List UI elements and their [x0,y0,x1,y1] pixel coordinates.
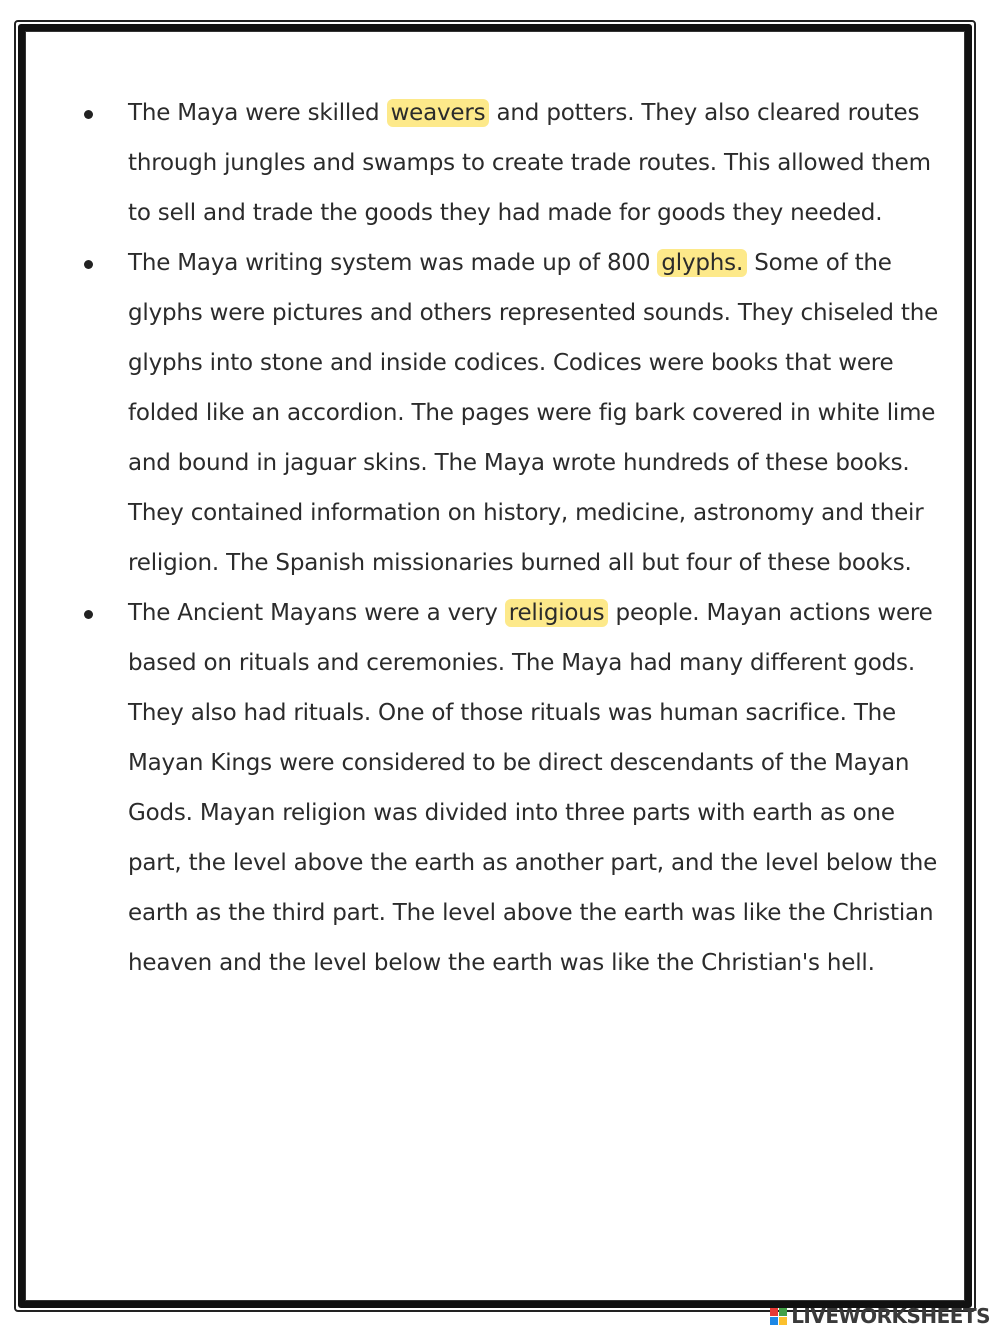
bullet-icon [84,110,93,119]
bullet-icon [84,260,93,269]
highlighted-word-religious: religious [505,599,609,627]
watermark-text: LIVEWORKSHEETS [791,1304,990,1328]
logo-square [770,1308,778,1316]
liveworksheets-watermark [770,1304,990,1328]
text-segment: The Ancient Mayans were a very [128,600,505,626]
text-segment: The Maya writing system was made up of 800 [128,250,658,276]
logo-square [770,1317,778,1325]
text-segment: and potters. They also cleared routes through jungles and swamps to create trade routes. This allowed them to sell and trade the goods they had made for goods they needed. [128,100,931,226]
bullet-item-weavers [74,88,954,238]
bullet-text [128,249,938,576]
text-segment: The Maya were skilled [128,100,387,126]
highlighted-word-weavers: weavers [387,99,490,127]
document-body [74,88,954,988]
logo-square [779,1317,787,1325]
highlighted-word-glyphs: glyphs. [657,249,747,277]
text-segment: Some of the glyphs were pictures and others represented sounds. They chiseled the glyphs into stone and inside codices. Codices were books that were folded like an accordion. The pages were fig bark covered in white lime and bound in jaguar skins. The Maya wrote hundreds of these books. They contained information on history, medicine, astronomy and their religion. The Spanish missionaries burned all but four of these books. [128,250,939,576]
bullet-icon [84,610,93,619]
logo-square [779,1308,787,1316]
liveworksheets-logo-icon [770,1308,787,1325]
bullet-list [74,88,954,988]
bullet-text [128,599,937,976]
text-segment: people. Mayan actions were based on rituals and ceremonies. The Maya had many different gods. They also had rituals. One of those rituals was human sacrifice. The Mayan Kings were considered to be direct descendants of the Mayan Gods. Mayan religion was divided into three parts with earth as one part, the level above the earth as another part, and the level below the earth as the third part. The level above the earth was like the Christian heaven and the level below the earth was like the Christian's hell. [128,600,938,976]
bullet-item-religious [74,588,954,988]
bullet-text [128,99,931,226]
bullet-item-glyphs [74,238,954,588]
